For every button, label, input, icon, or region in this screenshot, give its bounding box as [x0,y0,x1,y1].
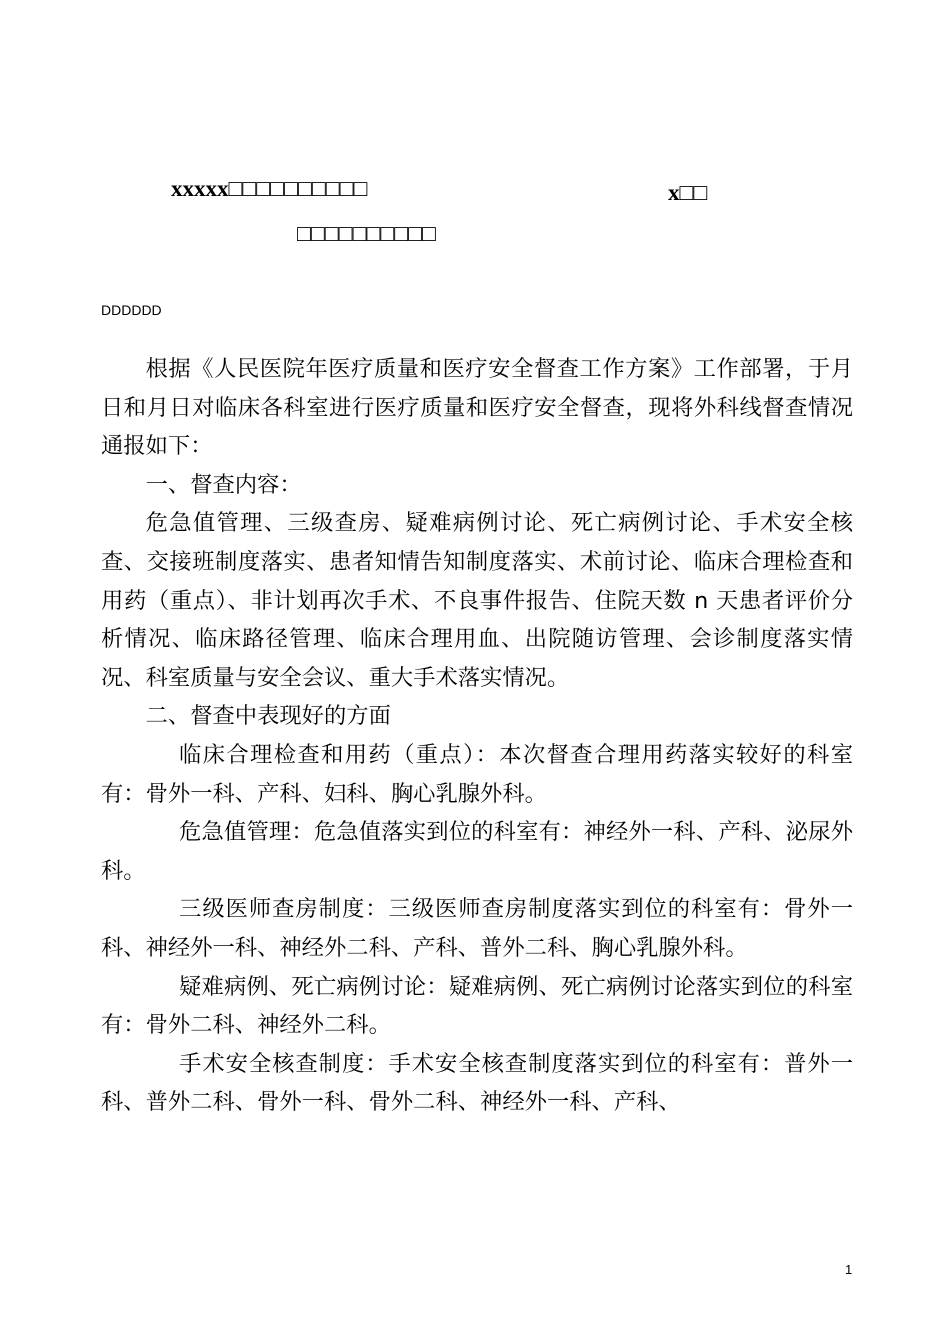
section1-heading: 一、督查内容： [145,471,302,498]
item-rational-drug-use: 临床合理检查和用药（重点）：本次督查合理用药落实较好的科室有：骨外一科、产科、妇科、胸心乳腺外科。 [101,741,853,807]
section1-content: 危急值管理、三级查房、疑难病例讨论、死亡病例讨论、手术安全核查、交接班制度落实、患者知情告知制度落实、术前讨论、临床合理检查和用药（重点）、非计划再次手术、不良事件报告、住院天数 n 天患者评价分析情况、临床路径管理、临床合理用血、出院随访管理、会诊制度落实情况、科室质量与安全会议、重大手术落实情况。 [101,510,853,691]
item-ward-rounds: 三级医师查房制度：三级医师查房制度落实到位的科室有：骨外一科、神经外一科、神经外二科、产科、普外二科、胸心乳腺外科。 [101,896,853,961]
item-case-discussion: 疑难病例、死亡病例讨论：疑难病例、死亡病例讨论落实到位的科室有：骨外二科、神经外二科。 [101,973,853,1039]
section2-heading: 二、督查中表现好的方面 [145,703,391,730]
document-header-left: xxxxx□□□□□□□□□□ [171,176,368,201]
document-header-right: x□□ [668,180,708,205]
document-body [101,350,853,1122]
item-critical-value: 危急值管理：危急值落实到位的科室有：神经外一科、产科、泌尿外科。 [101,819,853,884]
intro-paragraph: 根据《人民医院年医疗质量和医疗安全督查工作方案》工作部署，于月日和月日对临床各科室进行医疗质量和医疗安全督查，现将外科线督查情况通报如下： [101,356,853,460]
page-number: 1 [845,1262,853,1277]
sender-label: DDDDDD [101,302,162,318]
document-header-second-line: □□□□□□□□□□ [297,221,436,246]
item-surgical-safety: 手术安全核查制度：手术安全核查制度落实到位的科室有：普外一科、普外二科、骨外一科、骨外二科、神经外一科、产科、 [101,1050,853,1116]
